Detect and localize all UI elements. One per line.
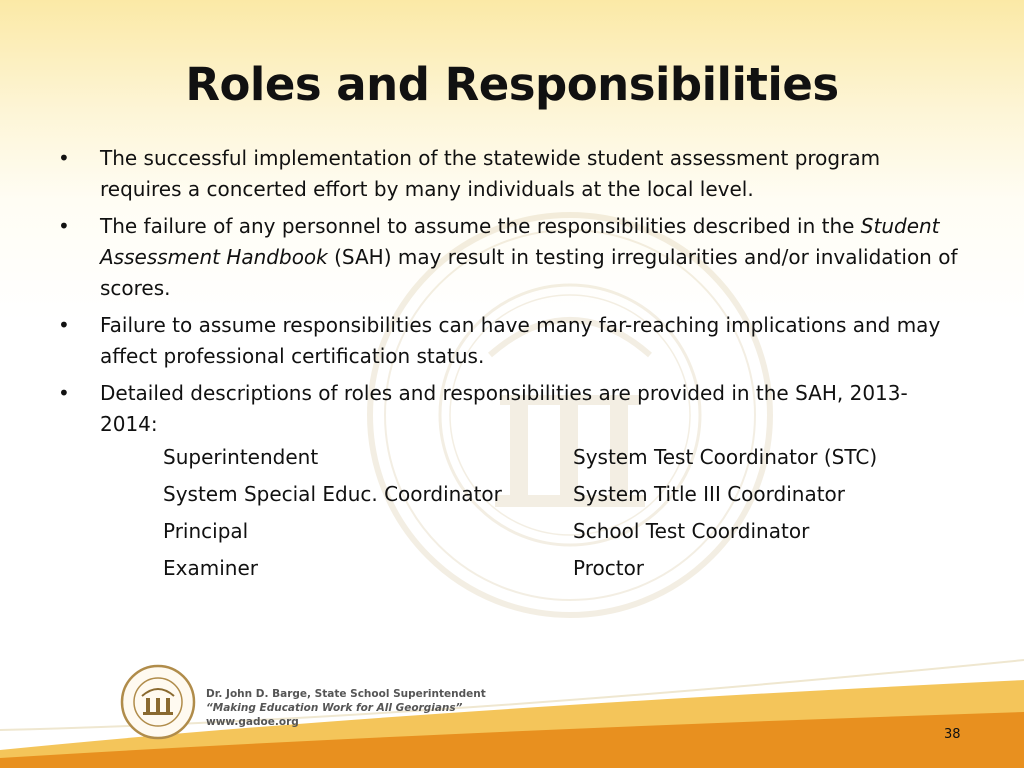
role-item: System Title III Coordinator	[573, 482, 846, 506]
bullet-text: The successful implementation of the statewide student assessment program requires a concerted effort by many individuals at the local level.	[100, 146, 881, 201]
bullet-item	[58, 378, 958, 440]
role-item: School Test Coordinator	[573, 519, 810, 543]
page-number: 38	[944, 727, 961, 742]
bullet-icon: •	[58, 146, 70, 170]
footer-info	[206, 687, 486, 729]
handbook-title: Student Assessment Handbook	[100, 214, 940, 269]
bullet-text: Detailed descriptions of roles and responsibilities are provided in the SAH, 2013-2014:	[100, 381, 908, 436]
bullet-item	[58, 211, 958, 304]
role-item: System Special Educ. Coordinator	[163, 482, 502, 506]
bullet-item	[58, 143, 958, 205]
role-item: Examiner	[163, 556, 258, 580]
role-item: Principal	[163, 519, 249, 543]
bullet-text-after: (SAH) may result in testing irregularities and/or invalidation of scores.	[100, 245, 958, 300]
bullet-item	[58, 310, 958, 372]
bullet-text: Failure to assume responsibilities can have many far-reaching implications and may affect professional certification status.	[100, 313, 941, 368]
role-item: System Test Coordinator (STC)	[573, 445, 878, 469]
role-item: Superintendent	[163, 445, 319, 469]
role-item: Proctor	[573, 556, 645, 580]
slide-title: Roles and Responsibilities	[185, 58, 839, 111]
superintendent-name: Dr. John D. Barge, State School Superintendent	[206, 688, 486, 700]
bullet-text-before: The failure of any personnel to assume the responsibilities described in the	[100, 214, 861, 238]
roles-list	[163, 442, 893, 584]
bullet-list	[58, 143, 958, 446]
department-seal-icon	[120, 664, 196, 740]
bullet-icon: •	[58, 313, 70, 337]
bullet-icon: •	[58, 214, 70, 238]
website-link[interactable]: www.gadoe.org	[206, 716, 299, 728]
bullet-icon: •	[58, 381, 70, 405]
footer-motto: “Making Education Work for All Georgians”	[206, 702, 463, 714]
